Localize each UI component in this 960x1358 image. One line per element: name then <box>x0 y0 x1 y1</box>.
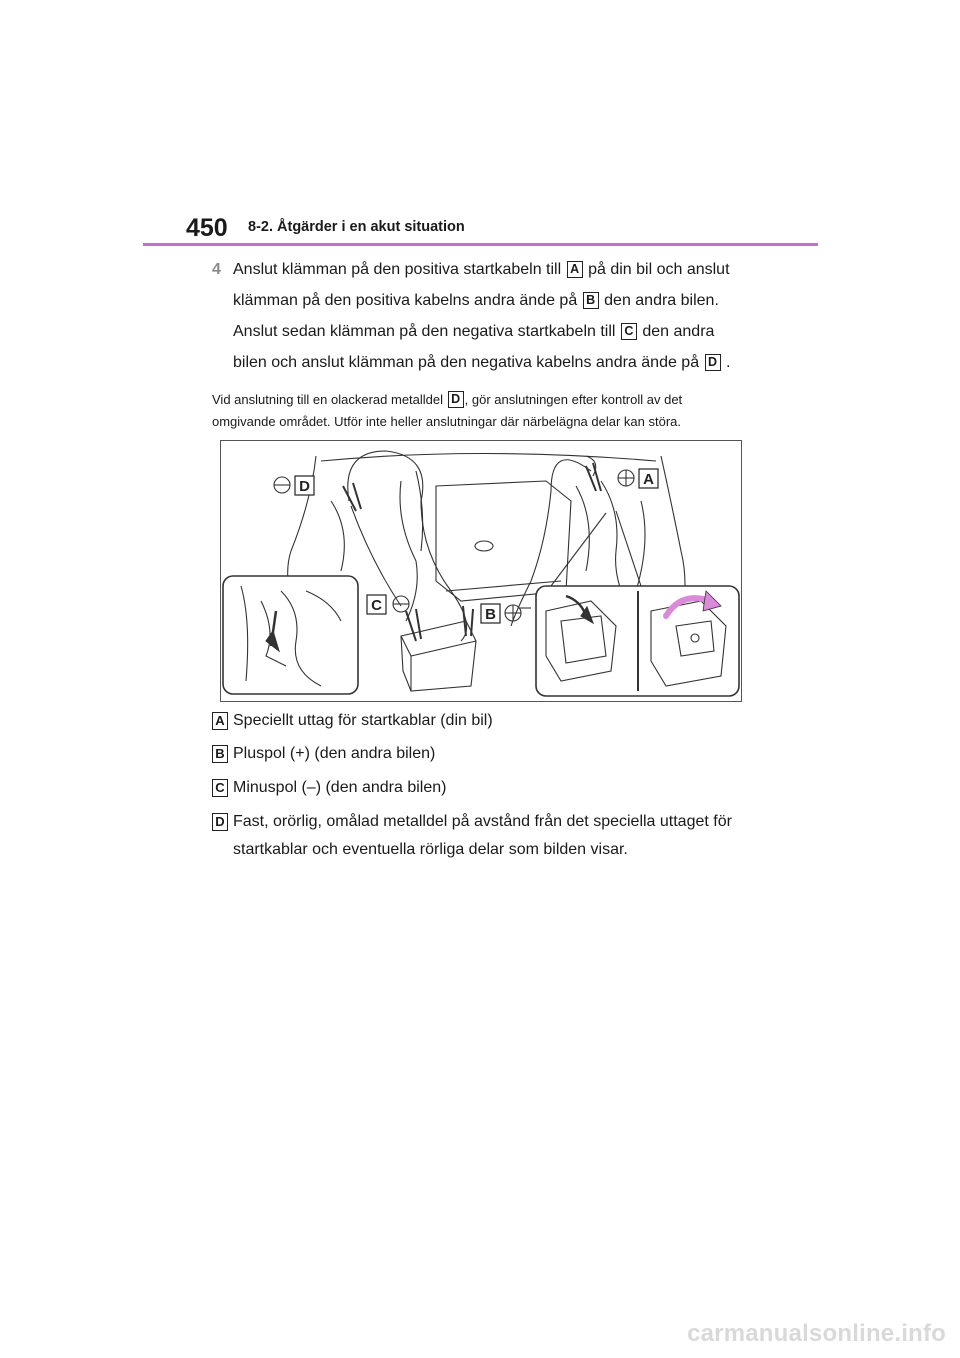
callout-d: D <box>705 354 721 371</box>
note-line-1: Vid anslutning till en olackerad metalldel D , gör anslutningen efter kontroll av det <box>212 392 683 407</box>
step-line-1: Anslut klämman på den positiva startkabeln till A på din bil och anslut <box>233 261 730 278</box>
legend-box-b: B <box>212 745 228 763</box>
step-line-2: klämman på den positiva kabelns andra ände på B den andra bilen. <box>233 292 719 309</box>
illu-label-b: B <box>485 606 496 623</box>
legend-text-c: Minuspol (–) (den andra bilen) <box>233 779 447 796</box>
legend-box-c: C <box>212 779 228 797</box>
illu-label-a: A <box>643 471 654 488</box>
note-callout-d: D <box>448 391 464 408</box>
illu-label-c: C <box>371 597 382 614</box>
legend-text-d: Fast, orörlig, omålad metalldel på avstånd från det speciella uttaget för <box>233 813 732 830</box>
step-line-3: Anslut sedan klämman på den negativa startkabeln till C den andra <box>233 323 715 340</box>
legend-box-a: A <box>212 712 228 730</box>
illu-label-d: D <box>299 478 310 495</box>
legend-box-d: D <box>212 813 228 831</box>
callout-b: B <box>583 292 599 309</box>
legend-text-d-2: startkablar och eventuella rörliga delar som bilden visar. <box>233 841 628 858</box>
step-line-4: bilen och anslut klämman på den negativa kabelns andra ände på D . <box>233 354 731 371</box>
step-number: 4 <box>212 261 221 278</box>
watermark: carmanualsonline.info <box>687 1320 946 1347</box>
legend-text-b: Pluspol (+) (den andra bilen) <box>233 745 436 762</box>
section-title: 8-2. Åtgärder i en akut situation <box>248 219 465 235</box>
page-number: 450 <box>186 214 228 242</box>
note-line-2: omgivande området. Utför inte heller anslutningar där närbelägna delar kan störa. <box>212 414 681 429</box>
callout-a: A <box>567 261 583 278</box>
header-rule <box>143 243 818 246</box>
illustration-drawing <box>221 441 741 701</box>
jump-start-illustration <box>220 440 742 702</box>
legend-text-a: Speciellt uttag för startkablar (din bil) <box>233 712 493 729</box>
callout-c: C <box>621 323 637 340</box>
